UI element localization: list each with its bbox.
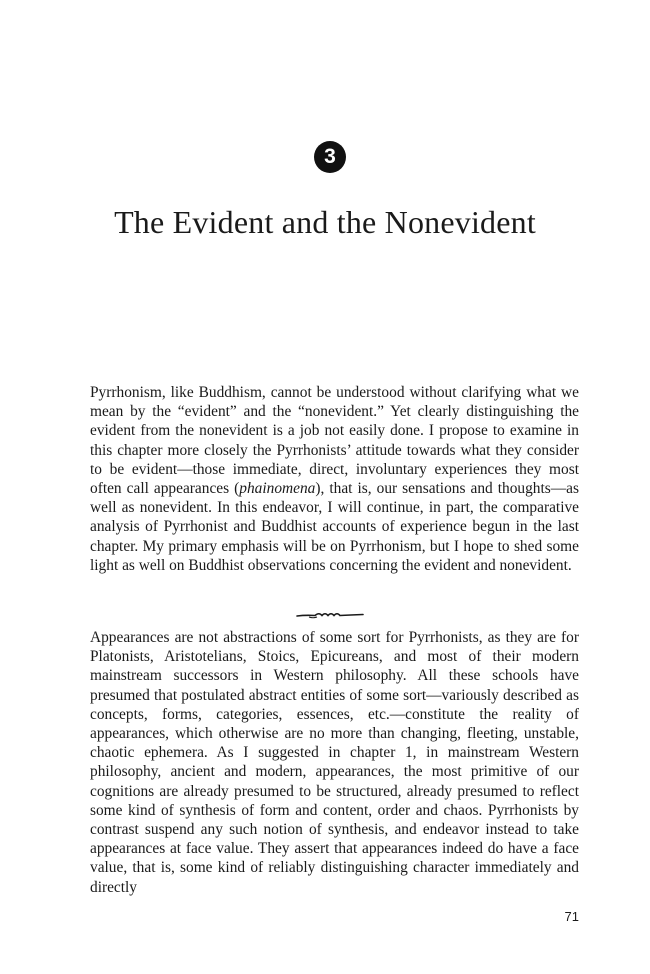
chapter-title: The Evident and the Nonevident xyxy=(114,204,536,240)
paragraph-2: Appearances are not abstractions of some sort for Pyrrhonists, as they are for Platonists, Aristotelians, Stoics, Epicureans, and most of their modern mainstream successors in Western philosophy. All these schools have presumed that postulated abstract entities of some sort—variously described as concepts, forms, categories, essences, etc.—constitute the reality of appearances, which otherwise are no more than changing, fleeting, unstable, chaotic ephemera. As I suggested in chapter 1, in mainstream Western philosophy, ancient and modern, appearances, the most primitive of our cognitions are already presumed to be structured, already presumed to reflect some kind of synthesis of form and content, order and chaos. Pyrrhonists by contrast suspend any such notion of synthesis, and endeavor instead to take appearances at face value. They assert that appearances indeed do have a face value, that is, some kind of reliably distinguishing character immediately and directly xyxy=(90,629,579,896)
paragraph-1-italic-term: phainomena xyxy=(239,480,316,498)
page-number: 71 xyxy=(564,909,579,924)
paragraph-1 xyxy=(90,383,579,575)
paragraph-1-text-a: Pyrrhonism, like Buddhism, cannot be understood without clarifying what we mean by the “evident” and the “nonevident.” Yet clearly distinguishing the evident from the nonevident is a job not easily done. I propose to examine in this chapter more closely the Pyrrhonists’ attitude towards what they consider to be evident—those immediate, direct, involuntary experiences they most often call appearances ( xyxy=(90,384,579,498)
section-ornament-icon xyxy=(295,609,365,621)
chapter-number: 3 xyxy=(324,145,336,168)
chapter-number-badge xyxy=(314,141,346,173)
paragraph-1-text-b: ), that is, our sensations and thoughts—as well as nonevident. In this endeavor, I will continue, in part, the comparative analysis of Pyrrhonist and Buddhist accounts of experience begun in the last chapter. My primary emphasis will be on Pyrrhonism, but I hope to shed some light as well on Buddhist observations concerning the evident and nonevident. xyxy=(90,480,579,574)
